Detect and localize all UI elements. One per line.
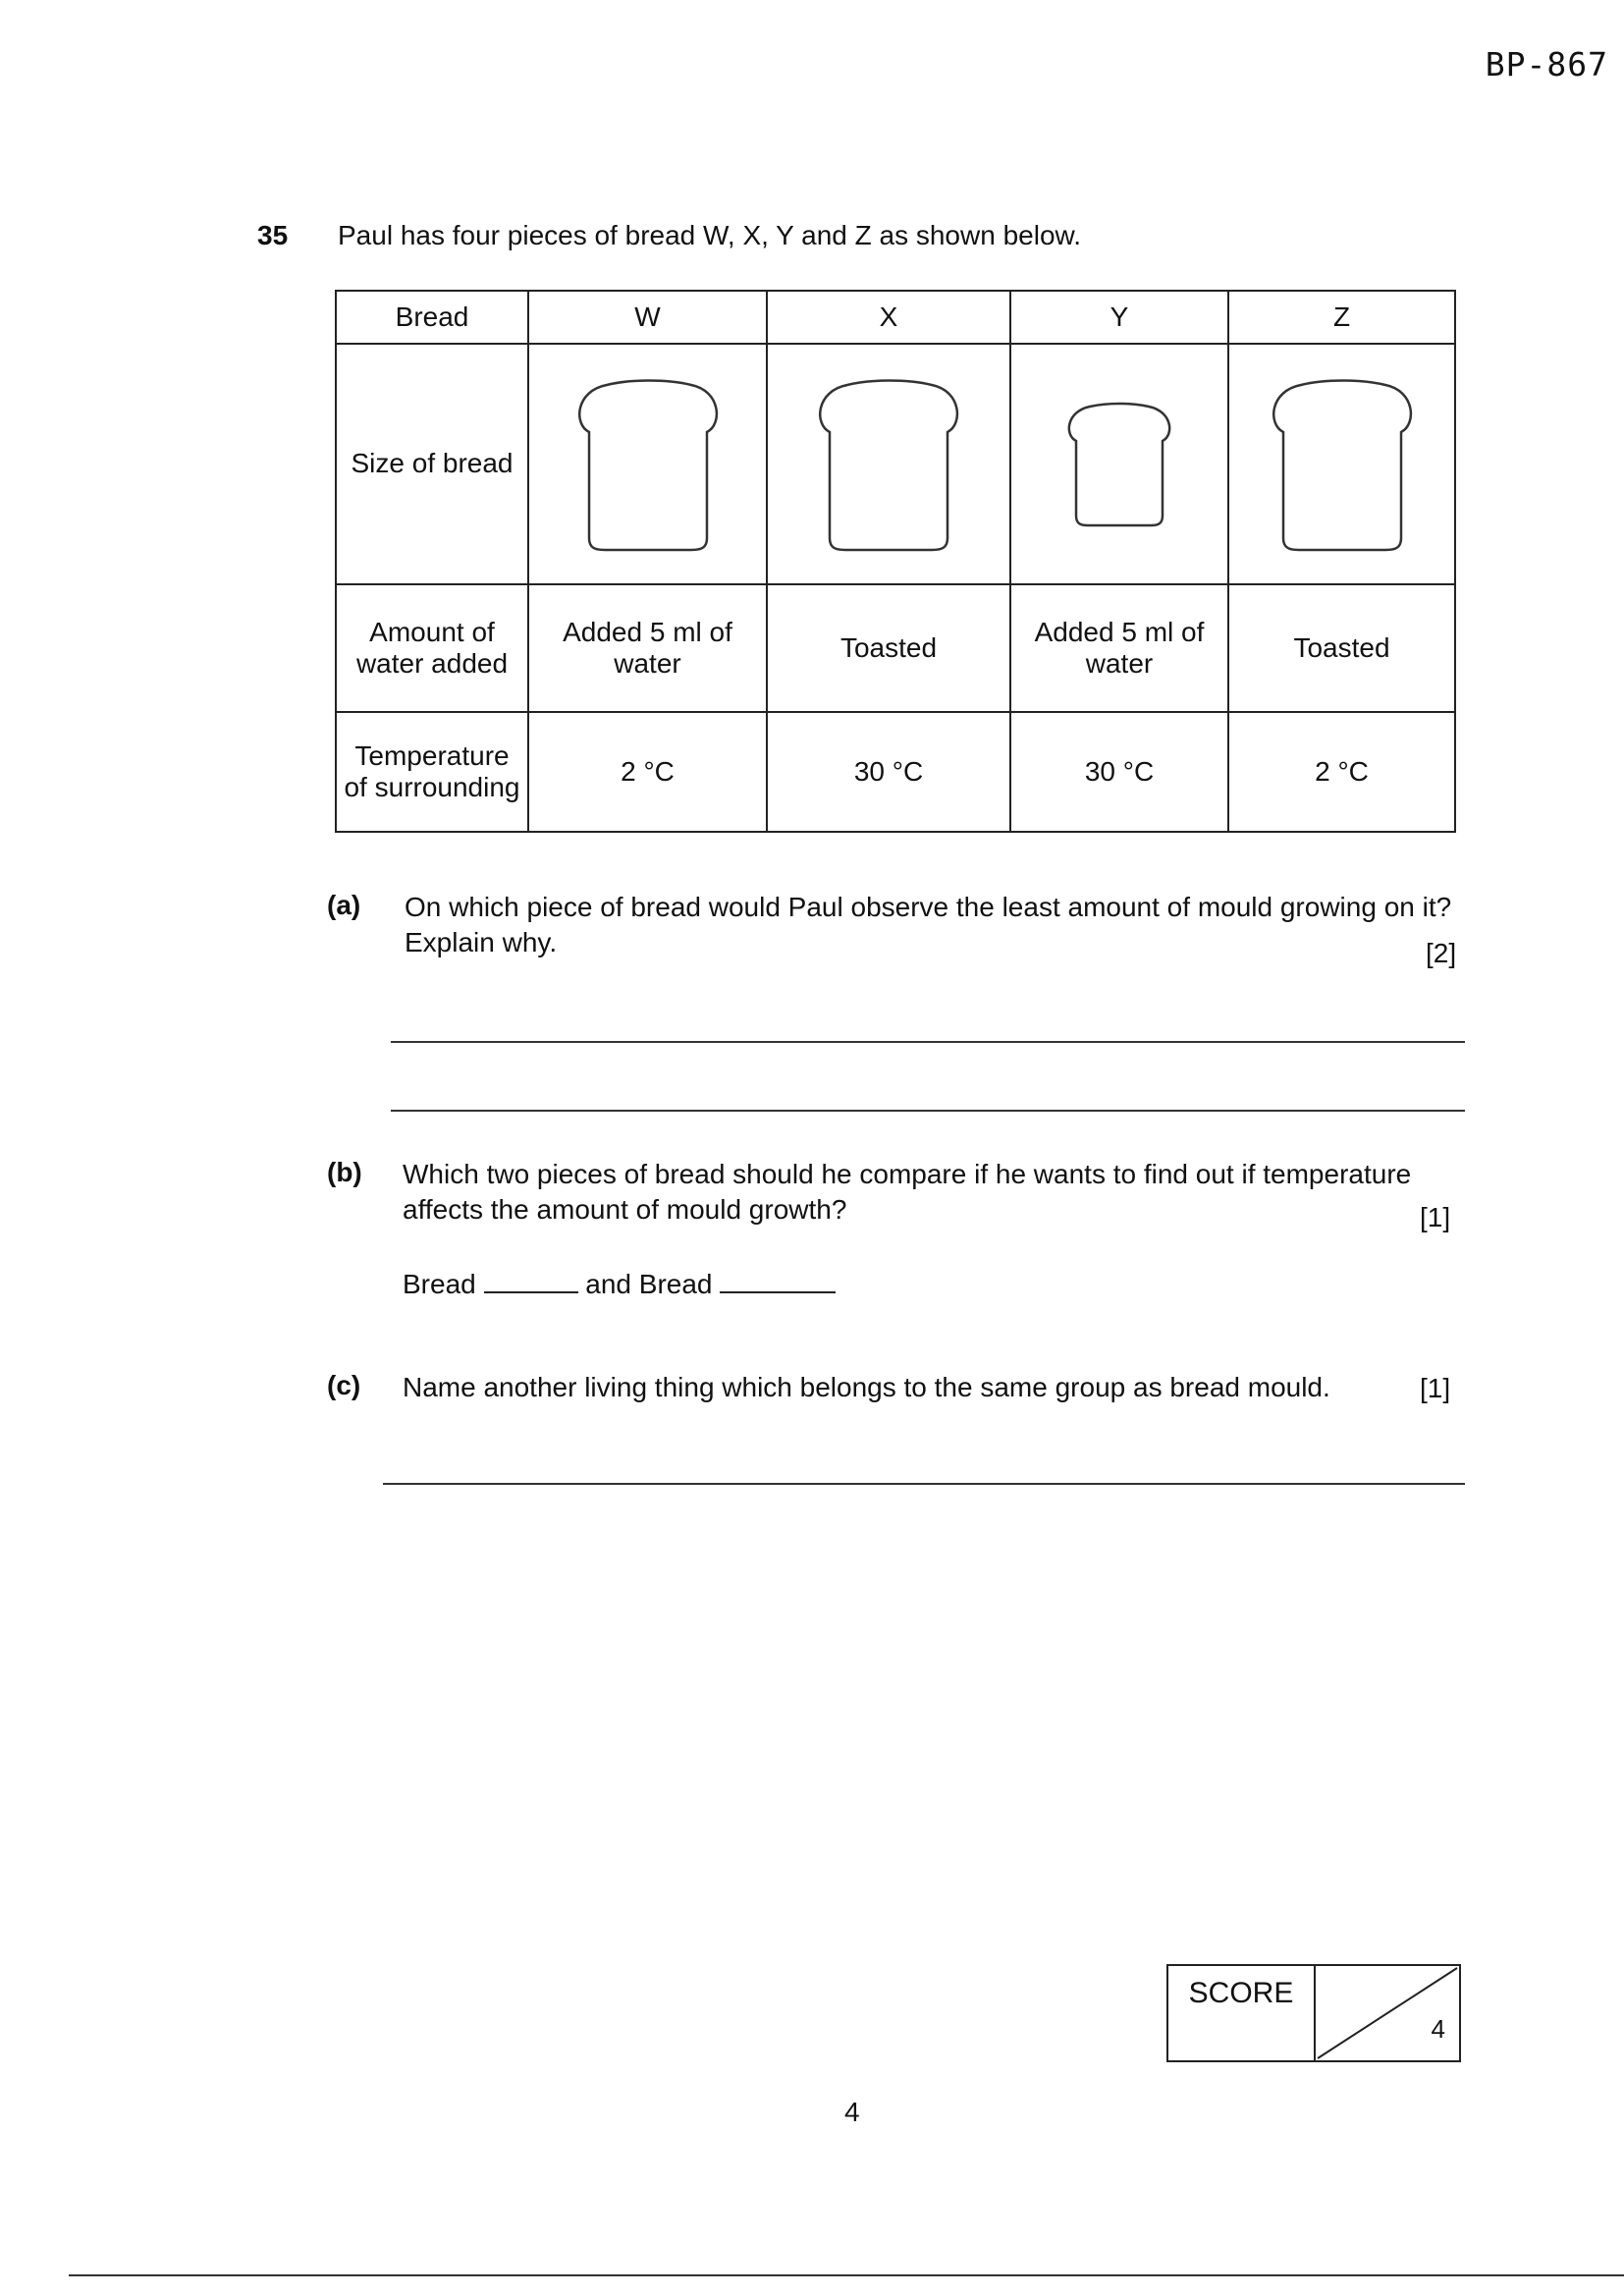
table-row-size [336, 344, 1455, 584]
temp-y: 30 °C [1010, 712, 1228, 832]
bread-slice-small-icon [1060, 396, 1178, 533]
part-c-marks: [1] [1420, 1373, 1451, 1403]
column-z: Z [1228, 291, 1455, 344]
question-intro: Paul has four pieces of bread W, X, Y and Z as shown below. [338, 220, 1081, 250]
temp-z: 2 °C [1228, 712, 1455, 832]
bread-y-cell [1010, 344, 1228, 584]
bread-slice-large-icon [569, 371, 727, 558]
part-c-label: (c) [327, 1370, 361, 1400]
score-box [1166, 1964, 1461, 2062]
table-row-temperature [336, 712, 1455, 832]
score-diagonal-icon [1316, 1966, 1459, 2060]
bread-x-cell [767, 344, 1010, 584]
part-b-marks: [1] [1420, 1202, 1451, 1232]
part-b-label: (b) [327, 1157, 362, 1187]
bread-table [335, 290, 1456, 833]
column-w: W [528, 291, 767, 344]
answer-line-a1[interactable] [391, 1041, 1465, 1043]
answer-line-c[interactable] [383, 1483, 1465, 1485]
part-b-answer [403, 1267, 836, 1302]
part-b-text: Which two pieces of bread should he compare if he wants to find out if temperature affects the amount of mould growth? [403, 1159, 1412, 1226]
water-row-label: Amount of water added [336, 584, 528, 712]
bread-slice-large-icon [810, 371, 967, 558]
bread-slice-large-icon [1264, 371, 1421, 558]
score-total: 4 [1431, 2014, 1445, 2044]
answer-line-a2[interactable] [391, 1110, 1465, 1112]
bread-w-cell [528, 344, 767, 584]
bread-z-cell [1228, 344, 1455, 584]
part-a-text: On which piece of bread would Paul observe the least amount of mould growing on it? Explain why. [405, 892, 1452, 958]
question-number: 35 [257, 220, 289, 250]
answer-mid: and Bread [585, 1269, 713, 1299]
size-row-label: Size of bread [336, 344, 528, 584]
temp-x: 30 °C [767, 712, 1010, 832]
answer-prefix: Bread [403, 1269, 476, 1299]
bread-header-label: Bread [336, 291, 528, 344]
column-y: Y [1010, 291, 1228, 344]
part-a-marks: [2] [1426, 938, 1457, 968]
score-label: SCORE [1168, 1966, 1316, 2060]
table-row-water [336, 584, 1455, 712]
temp-w: 2 °C [528, 712, 767, 832]
answer-blank-1[interactable] [484, 1268, 578, 1293]
bottom-rule [69, 2274, 1624, 2276]
water-x: Toasted [767, 584, 1010, 712]
column-x: X [767, 291, 1010, 344]
page-code: BP-867 [1485, 45, 1608, 83]
part-c-text: Name another living thing which belongs to the same group as bread mould. [403, 1372, 1330, 1402]
part-a-label: (a) [327, 890, 361, 920]
answer-blank-2[interactable] [720, 1268, 836, 1293]
water-z: Toasted [1228, 584, 1455, 712]
temp-row-label: Temperature of surrounding [336, 712, 528, 832]
water-y: Added 5 ml of water [1010, 584, 1228, 712]
table-header-row [336, 291, 1455, 344]
page-number: 4 [844, 2097, 860, 2127]
water-w: Added 5 ml of water [528, 584, 767, 712]
